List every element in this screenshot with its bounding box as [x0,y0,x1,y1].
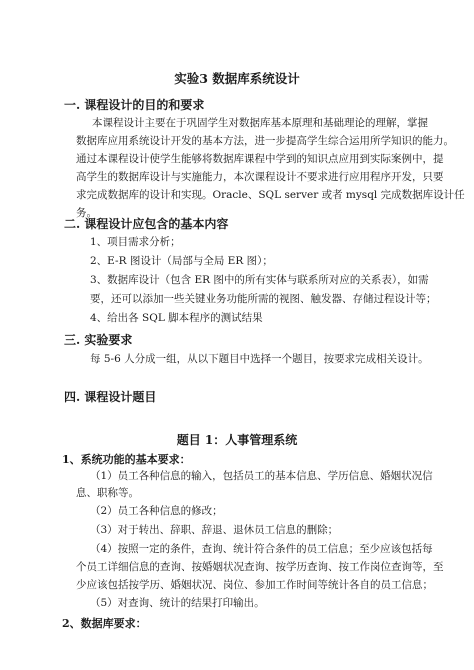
section-2-line: 要，还可以添加一些关键业务功能所需的视图、触发器、存储过程设计等； [90,293,437,305]
section-2-heading: 二. 课程设计应包含的基本内容 [64,217,229,231]
topic-1-req1-line: （1）员工各种信息的输入，包括员工的基本信息、学历信息、婚姻状况信 [90,470,433,482]
topic-1-req1-line: 息、职称等。 [76,487,139,499]
section-3-heading: 三. 实验要求 [64,333,133,347]
section-1-line: 求完成数据库的设计和实现。Oracle、SQL server 或者 mysql 完成数据库设计任 [76,189,465,201]
topic-1-req1-line: （5）对查询、统计的结果打印输出。 [90,597,265,609]
section-1-heading: 一. 课程设计的目的和要求 [64,98,205,112]
section-2-line: 2、E-R 图设计（局部与全局 ER 图）； [90,255,273,267]
topic-1-req1-heading: 1、系统功能的基本要求： [62,453,191,466]
topic-1-req1-line: （4）按照一定的条件，查询、统计符合条件的员工信息；至少应该包括每 [90,543,433,555]
topic-1-req1-line: （3）对于转出、辞职、辞退、退休员工信息的删除； [90,524,339,536]
document-title: 实验3 数据库系统设计 [174,71,300,86]
section-3-line: 每 5-6 人分成一组，从以下题目中选择一个题目，按要求完成相关设计。 [90,353,429,365]
topic-1-req2-heading: 2、数据库要求： [62,617,147,630]
section-2-line: 3、数据库设计（包含 ER 图中的所有实体与联系所对应的关系表），如需 [90,274,429,286]
topic-1-title: 题目 1：人事管理系统 [176,433,298,447]
topic-1-req1-line: 个员工详细信息的查询、按婚姻状况查询、按学历查询、按工作岗位查询等，至 [76,561,444,573]
topic-1-req1-line: 少应该包括按学历、婚姻状况、岗位、参加工作时间等统计各自的员工信息； [76,579,433,591]
section-1-line: 高学生的数据库设计与实施能力，本次课程设计不要求进行应用程序开发，只要 [76,171,444,183]
section-1-line: 本课程设计主要在于巩固学生对数据库基本原理和基础理论的理解，掌握 [92,117,428,129]
section-1-line: 通过本课程设计使学生能够将数据库课程中学到的知识点应用到实际案例中，提 [76,153,444,165]
section-1-line: 数据库应用系统设计开发的基本方法，进一步提高学生综合运用所学知识的能力。 [76,135,454,147]
section-4-heading: 四. 课程设计题目 [64,390,157,404]
topic-1-req1-line: （2）员工各种信息的修改； [90,505,223,517]
section-1-line: 务。 [76,207,97,219]
section-2-line: 1、项目需求分析； [90,236,181,248]
section-2-line: 4、给出各 SQL 脚本程序的测试结果 [90,312,263,324]
